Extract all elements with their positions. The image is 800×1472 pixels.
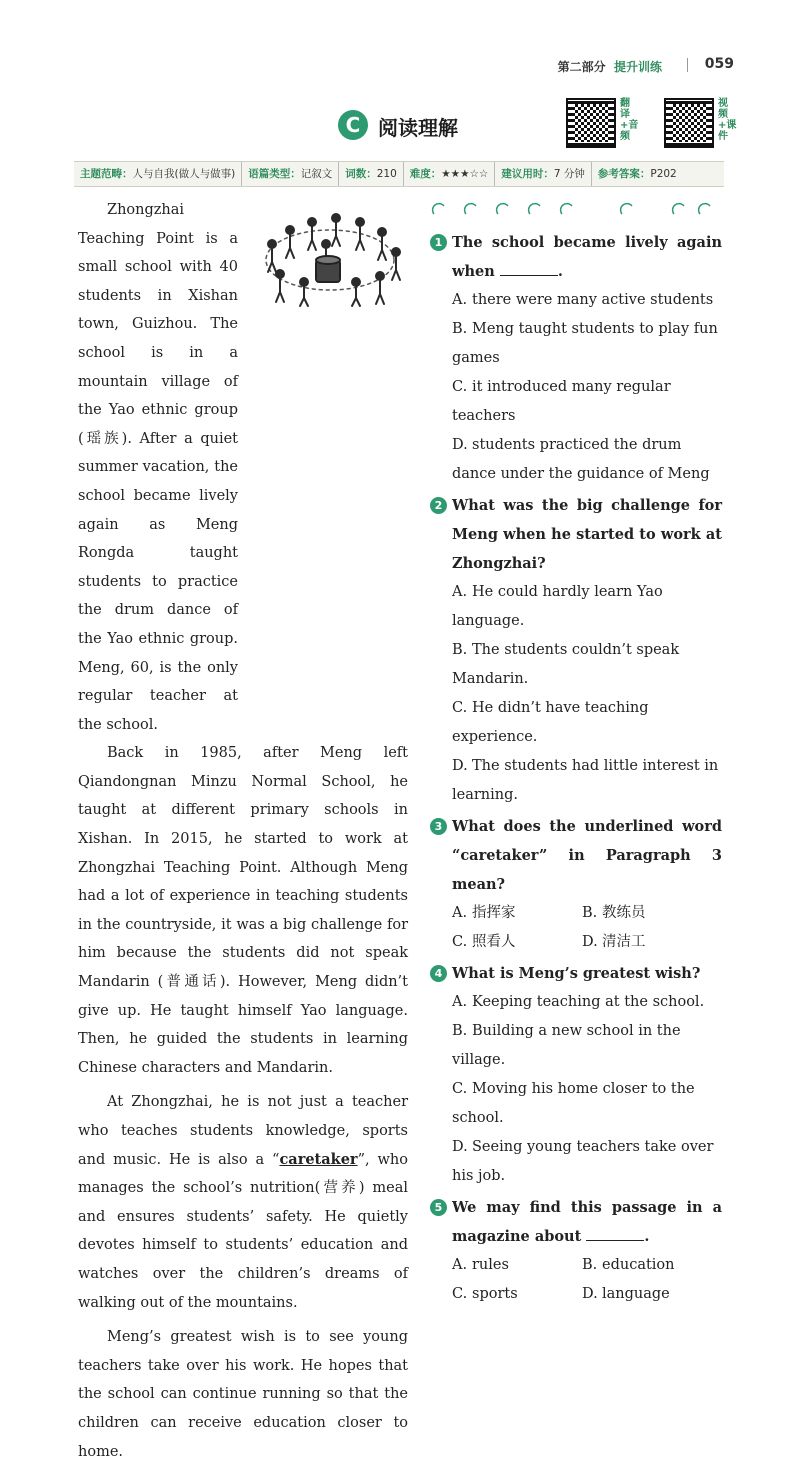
option-row [430, 1280, 722, 1309]
info-genre: 语篇类型：记叙文 [242, 162, 339, 186]
info-strip [74, 161, 724, 187]
option-c[interactable]: C. He didn’t have teaching experience. [452, 700, 649, 745]
option-c[interactable]: C. sports [452, 1286, 518, 1302]
page-header [0, 50, 800, 80]
option-d[interactable]: D. students practiced the drum dance under the guidance of Meng [452, 437, 710, 482]
question-4-stem: 4 What is Meng’s greatest wish? [430, 959, 722, 988]
option-b[interactable]: B. The students couldn’t speak Mandarin. [452, 642, 680, 687]
option-b[interactable]: B. Building a new school in the village. [452, 1023, 681, 1068]
reading-passage [78, 196, 408, 1472]
underlined-word-caretaker: caretaker [279, 1150, 358, 1168]
qr-label-video: 视频+课件 [718, 98, 737, 142]
passage-p3-before: At Zhongzhai, he is not just a teacher who teaches students knowledge, sports and music. He is also a “ [78, 1094, 408, 1168]
option-a[interactable]: A. Keeping teaching at the school. [452, 994, 705, 1010]
option-c[interactable]: C. Moving his home closer to the school. [452, 1081, 695, 1126]
option-b[interactable]: B. Meng taught students to play fun games [452, 321, 718, 366]
question-3-stem: 3 What does the underlined word “caretaker” in Paragraph 3 mean? [430, 812, 722, 899]
questions [430, 228, 722, 1311]
question-1-stem: 1 The school became lively again when . [430, 228, 722, 286]
decorative-arcs [430, 200, 722, 216]
passage-paragraph-3 [78, 1088, 408, 1317]
page-number: 059 [704, 56, 734, 72]
question-5-stem: 5 We may find this passage in a magazine about . [430, 1193, 722, 1251]
info-answer: 参考答案：P202 [597, 168, 677, 180]
question-2 [430, 491, 722, 810]
subsection-name: 提升训练 [613, 60, 662, 74]
section-label [558, 58, 662, 75]
page-title: 阅读理解 [378, 116, 458, 140]
passage-paragraph-1-text: Zhongzhai Teaching Point is a small school with 40 students in Xishan town, Guizhou. The school is in a mountain village of the Yao ethnic group (瑶族). After a quiet summer vacation, the school became lively again as Meng Rongda taught students to practice the drum dance of the Yao ethnic group. Meng, 60, is the only regular teacher at the school. [78, 202, 238, 733]
option-d[interactable]: D. The students had little interest in learning. [452, 758, 719, 803]
question-4 [430, 959, 722, 1191]
option-a[interactable]: A. He could hardly learn Yao language. [452, 584, 663, 629]
question-number-badge: 5 [430, 1199, 447, 1216]
info-difficulty: 难度：★★★☆☆ [404, 162, 496, 186]
passage-paragraph-1 [78, 196, 408, 739]
info-theme: 主题范畴：人与自我(做人与做事) [74, 162, 242, 186]
option-a[interactable]: A. there were many active students [452, 292, 714, 308]
question-1 [430, 228, 722, 489]
option-d[interactable]: D. 清洁工 [582, 934, 646, 950]
option-a[interactable]: A. rules [452, 1257, 509, 1273]
option-row [430, 899, 722, 928]
option-b[interactable]: B. 教练员 [582, 905, 646, 921]
question-number-badge: 4 [430, 965, 447, 982]
qr-code-video[interactable] [664, 98, 714, 148]
answer-blank [500, 261, 558, 276]
option-d[interactable]: D. Seeing young teachers take over his job. [452, 1139, 714, 1184]
question-number-badge: 1 [430, 234, 447, 251]
option-d[interactable]: D. language [582, 1286, 670, 1302]
passage-paragraph-2: Back in 1985, after Meng left Qiandongnan Minzu Normal School, he taught at different primary schools in Xishan. In 2015, he started to work at Zhongzhai Teaching Point. Although Meng had a lot of experience in teaching students in the countryside, it was a big challenge for him because the students did not speak Mandarin (普通话). However, Meng didn’t give up. He taught himself Yao language. Then, he guided the students in learning Chinese characters and Mandarin. [78, 745, 408, 1076]
option-b[interactable]: B. education [582, 1257, 675, 1273]
option-a[interactable]: A. 指挥家 [452, 905, 516, 921]
answer-blank [586, 1226, 644, 1241]
header-divider [687, 58, 688, 72]
question-5 [430, 1193, 722, 1309]
option-row [430, 928, 722, 957]
question-3 [430, 812, 722, 957]
option-c[interactable]: C. it introduced many regular teachers [452, 379, 671, 424]
qr-label-translation: 翻译+音频 [620, 98, 639, 142]
question-number-badge: 3 [430, 818, 447, 835]
question-number-badge: 2 [430, 497, 447, 514]
qr-code-translation[interactable] [566, 98, 616, 148]
section-badge: C [338, 110, 368, 140]
question-2-stem: 2 What was the big challenge for Meng when he started to work at Zhongzhai? [430, 491, 722, 578]
option-c[interactable]: C. 照看人 [452, 934, 516, 950]
info-word-count: 词数：210 [339, 162, 404, 186]
passage-p3-after: ”, who manages the school’s nutrition(营养) meal and ensures students’ safety. He quietly devotes himself to students’ education and watches over the children’s dreams of walking out of the mountains. [78, 1151, 408, 1311]
option-row [430, 1251, 722, 1280]
passage-paragraph-4: Meng’s greatest wish is to see young teachers take over his work. He hopes that the school can continue running so that the children can receive education closer to home. [78, 1329, 408, 1460]
section-name: 第二部分 [557, 60, 606, 74]
info-time: 建议用时：7 分钟 [495, 162, 592, 186]
